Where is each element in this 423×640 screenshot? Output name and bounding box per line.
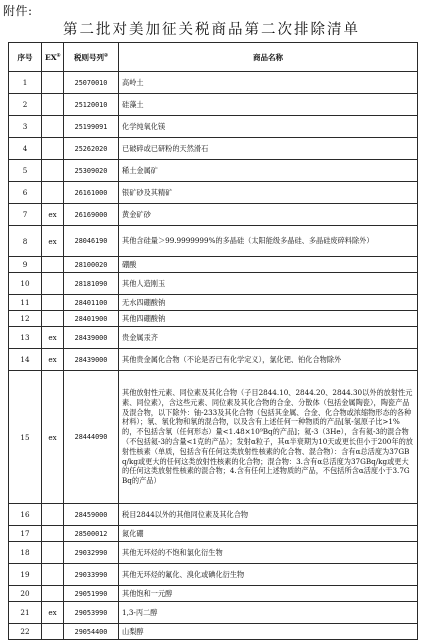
cell-product-name: 高岭土 [119,72,418,94]
cell-tariff-code: 26169000 [64,204,119,226]
cell-ex [42,94,64,116]
header-code [64,43,119,72]
cell-ex [42,295,64,311]
cell-seq: 16 [9,504,42,526]
cell-product-name: 其他放射性元素、同位素及其化合物（子目2844.10、2844.20、2844.30以外的放射性元素、同位素），含这些元素、同位素及其化合物的合金、分散体（包括金属陶瓷），陶瓷产品及混合物，以下除外：铀-233及其化合物（包括其金属、合金、化合物或浓缩物形态的各种材料）；氡、氡化物和氡的混合物，以及含有上述任何一种物质的产品[氡-氢原子比>1%的，不包括含氡（任何形态）量<1.48×10⁹Bq的产品]；氦-3（3He），含有氦-3的混合物（不包括氦-3的含量<1克的产品）；发射α粒子，其α半衰期为10天或更长但小于200年的放射性核素（单质，包括含有任何这类放射性核素的化合物、混合物）：含有α总活度为37GBq/kg或更大的任何这类放射性核素的化合物；混合物：3.含有α总活度为37GBq/kg或更大的任何这类放射性核素的混合物；4.含有任何上述物质的产品，不包括所含α活度小于3.7GBq的产品） [119,371,418,504]
table-row [9,72,418,94]
cell-ex: ex [42,371,64,504]
exclusion-list-table [8,42,418,640]
cell-seq: 12 [9,311,42,327]
header-code-label: 税则号列 [73,52,104,62]
table-row [9,349,418,371]
cell-tariff-code: 29033990 [64,564,119,586]
cell-seq: 4 [9,138,42,160]
cell-tariff-code: 26161000 [64,182,119,204]
cell-seq: 3 [9,116,42,138]
table-row [9,564,418,586]
cell-product-name: 其他饱和一元醇 [119,586,418,602]
cell-ex: ex [42,226,64,257]
cell-ex: ex [42,327,64,349]
cell-tariff-code: 29032990 [64,542,119,564]
cell-product-name: 氮化硼 [119,526,418,542]
cell-ex [42,257,64,273]
cell-seq: 6 [9,182,42,204]
cell-product-name: 稀土金属矿 [119,160,418,182]
cell-tariff-code: 25309020 [64,160,119,182]
table-row [9,327,418,349]
attachment-label: 附件: [3,4,33,18]
cell-product-name: 其他含硅量＞99.9999999%的多晶硅（太阳能级多晶硅、多晶硅废碎料除外） [119,226,418,257]
table-row [9,257,418,273]
cell-product-name: 1,3-丙二醇 [119,602,418,624]
cell-product-name: 无水四硼酸钠 [119,295,418,311]
cell-product-name: 税目2844以外的其他同位素及其化合物 [119,504,418,526]
cell-seq: 18 [9,542,42,564]
header-ex [42,43,64,72]
table-row [9,226,418,257]
cell-product-name: 贵金属汞齐 [119,327,418,349]
header-ex-label: EX [45,52,57,62]
table-row [9,160,418,182]
header-ex-footnote: ① [56,53,61,58]
cell-product-name: 黄金矿砂 [119,204,418,226]
cell-product-name: 银矿砂及其精矿 [119,182,418,204]
cell-seq: 20 [9,586,42,602]
cell-ex [42,542,64,564]
cell-ex [42,624,64,640]
cell-tariff-code: 28444090 [64,371,119,504]
header-code-footnote: ② [103,53,109,58]
cell-seq: 19 [9,564,42,586]
cell-seq: 8 [9,226,42,257]
cell-tariff-code: 28046190 [64,226,119,257]
cell-tariff-code: 28439000 [64,349,119,371]
cell-tariff-code: 29051990 [64,586,119,602]
table-row [9,116,418,138]
cell-seq: 11 [9,295,42,311]
cell-ex [42,311,64,327]
cell-tariff-code: 28439000 [64,327,119,349]
cell-tariff-code: 29054400 [64,624,119,640]
table-row [9,273,418,295]
cell-seq: 5 [9,160,42,182]
table-row [9,311,418,327]
cell-ex [42,273,64,295]
table-row [9,586,418,602]
cell-product-name: 化学纯氧化镁 [119,116,418,138]
cell-ex [42,138,64,160]
table-row [9,94,418,116]
cell-seq: 1 [9,72,42,94]
cell-seq: 14 [9,349,42,371]
cell-seq: 21 [9,602,42,624]
table-header-row [9,43,418,72]
cell-tariff-code: 28401100 [64,295,119,311]
cell-product-name: 其他无环烃的氟化、溴化或碘化衍生物 [119,564,418,586]
cell-product-name: 其他四硼酸钠 [119,311,418,327]
table-row [9,138,418,160]
cell-tariff-code: 28100020 [64,257,119,273]
cell-ex [42,72,64,94]
cell-seq: 7 [9,204,42,226]
cell-tariff-code: 25120010 [64,94,119,116]
cell-ex [42,586,64,602]
table-row [9,624,418,640]
cell-product-name: 已破碎或已研粉的天然滑石 [119,138,418,160]
cell-product-name: 硼酸 [119,257,418,273]
cell-tariff-code: 28181090 [64,273,119,295]
header-seq: 序号 [9,43,42,72]
table-row [9,504,418,526]
header-name: 商品名称 [119,43,418,72]
cell-ex [42,116,64,138]
cell-product-name: 其他无环烃的不饱和氯化衍生物 [119,542,418,564]
cell-ex [42,182,64,204]
cell-ex: ex [42,349,64,371]
document-title: 第二批对美加征关税商品第二次排除清单 [63,22,360,38]
table-row [9,542,418,564]
cell-product-name: 其他人造刚玉 [119,273,418,295]
cell-product-name: 山梨醇 [119,624,418,640]
cell-tariff-code: 25262020 [64,138,119,160]
table-row [9,371,418,504]
cell-ex: ex [42,204,64,226]
cell-seq: 17 [9,526,42,542]
cell-tariff-code: 25070010 [64,72,119,94]
cell-ex [42,564,64,586]
cell-tariff-code: 28401900 [64,311,119,327]
cell-tariff-code: 29053990 [64,602,119,624]
table-row [9,526,418,542]
table-row [9,182,418,204]
cell-seq: 2 [9,94,42,116]
cell-ex [42,160,64,182]
cell-product-name: 硅藻土 [119,94,418,116]
cell-ex: ex [42,602,64,624]
cell-product-name: 其他贵金属化合物（不论是否已有化学定义），氯化钯、铂化合物除外 [119,349,418,371]
cell-ex [42,504,64,526]
cell-tariff-code: 28459000 [64,504,119,526]
cell-seq: 22 [9,624,42,640]
table-row [9,602,418,624]
cell-tariff-code: 25199091 [64,116,119,138]
cell-seq: 9 [9,257,42,273]
cell-seq: 10 [9,273,42,295]
cell-seq: 13 [9,327,42,349]
cell-ex [42,526,64,542]
cell-seq: 15 [9,371,42,504]
table-body [9,72,418,640]
table-row [9,295,418,311]
table-row [9,204,418,226]
cell-tariff-code: 28500012 [64,526,119,542]
